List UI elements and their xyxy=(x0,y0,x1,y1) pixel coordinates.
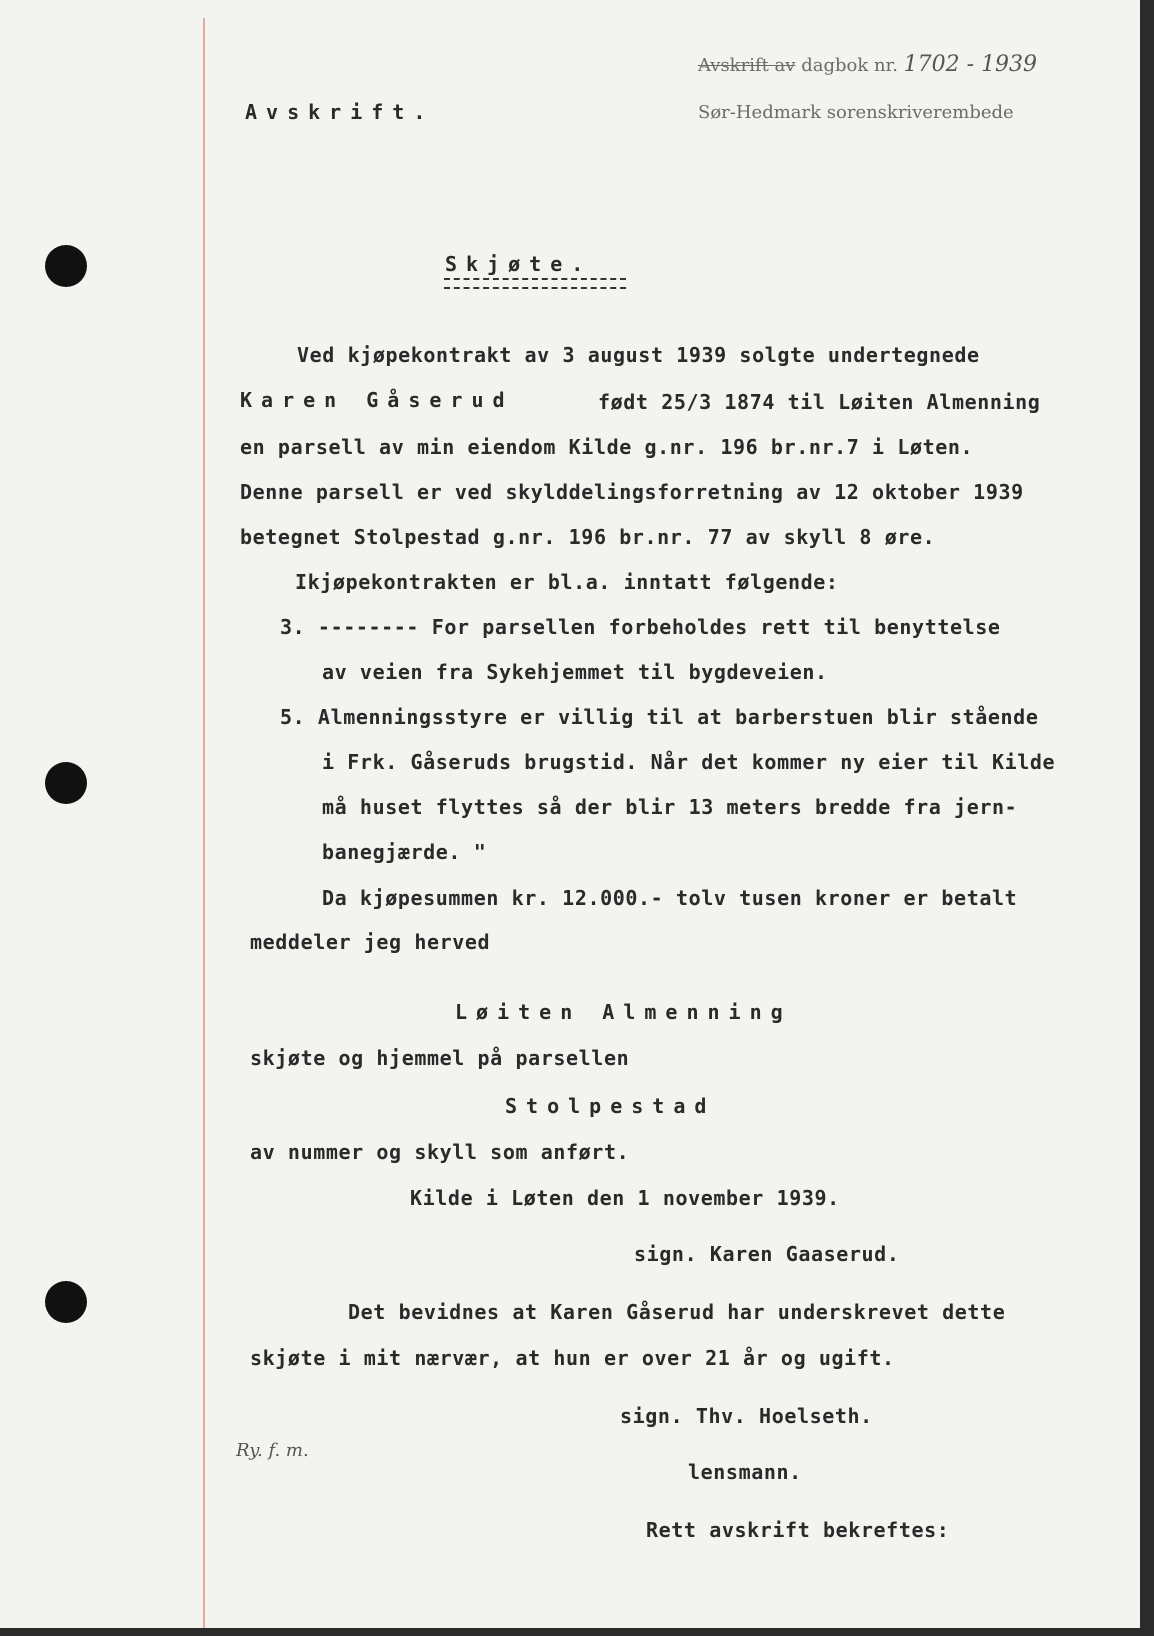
text-line: en parsell av min eiendom Kilde g.nr. 196 br.nr.7 i Løten. xyxy=(240,435,974,459)
text-line: meddeler jeg herved xyxy=(250,930,491,954)
text-line: skjøte i mit nærvær, at hun er over 21 år og ugift. xyxy=(250,1346,895,1370)
doc-title: Skjøte. xyxy=(445,252,593,276)
text-line: 5. Almenningsstyre er villig til at barberstuen blir stående xyxy=(280,705,1039,729)
margin-line xyxy=(203,18,205,1628)
punch-hole xyxy=(45,1281,87,1323)
punch-hole xyxy=(45,762,87,804)
stamp-dagbok-label: dagbok nr. xyxy=(801,55,898,76)
signature-line: sign. Karen Gaaserud. xyxy=(634,1242,900,1266)
text-line: skjøte og hjemmel på parsellen xyxy=(250,1046,630,1070)
certification-line: Rett avskrift bekreftes: xyxy=(646,1518,950,1542)
place-date-line: Kilde i Løten den 1 november 1939. xyxy=(410,1186,840,1210)
stamp-number: 1702 - 1939 xyxy=(903,52,1038,77)
punch-hole xyxy=(45,245,87,287)
doc-header: Avskrift. xyxy=(245,100,435,124)
text-line: Da kjøpesummen kr. 12.000.- tolv tusen kroner er betalt xyxy=(322,886,1018,910)
parcel-name: Stolpestad xyxy=(505,1094,716,1118)
text-line: Det bevidnes at Karen Gåserud har underskrevet dette xyxy=(348,1300,1006,1324)
buyer-name: Løiten Almenning xyxy=(455,1000,792,1024)
text-line: av nummer og skyll som anført. xyxy=(250,1140,630,1164)
text-line: Denne parsell er ved skylddelingsforretning av 12 oktober 1939 xyxy=(240,480,1024,504)
signature-line: sign. Thv. Hoelseth. xyxy=(620,1404,873,1428)
official-title: lensmann. xyxy=(688,1460,802,1484)
stamp-office: Sør-Hedmark sorenskriverembede xyxy=(698,102,1014,123)
text-line: Ved kjøpekontrakt av 3 august 1939 solgte undertegnede xyxy=(297,343,980,367)
text-line: 3. -------- For parsellen forbeholdes rett til benyttelse xyxy=(280,615,1001,639)
stamp-label: Avskrift av xyxy=(698,55,796,76)
text-line: banegjærde. " xyxy=(322,840,487,864)
text-line: må huset flyttes så der blir 13 meters bredde fra jern- xyxy=(322,795,1018,819)
text-line: født 25/3 1874 til Løiten Almenning xyxy=(598,390,1041,414)
margin-handwriting: Ry. f. m. xyxy=(236,1440,309,1461)
seller-name: Karen Gåserud xyxy=(240,388,514,412)
title-underline xyxy=(444,278,626,289)
text-line: i Frk. Gåseruds brugstid. Når det kommer ny eier til Kilde xyxy=(322,750,1056,774)
text-line: betegnet Stolpestad g.nr. 196 br.nr. 77 av skyll 8 øre. xyxy=(240,525,936,549)
text-line: Ikjøpekontrakten er bl.a. inntatt følgende: xyxy=(295,570,839,594)
text-line: av veien fra Sykehjemmet til bygdeveien. xyxy=(322,660,828,684)
